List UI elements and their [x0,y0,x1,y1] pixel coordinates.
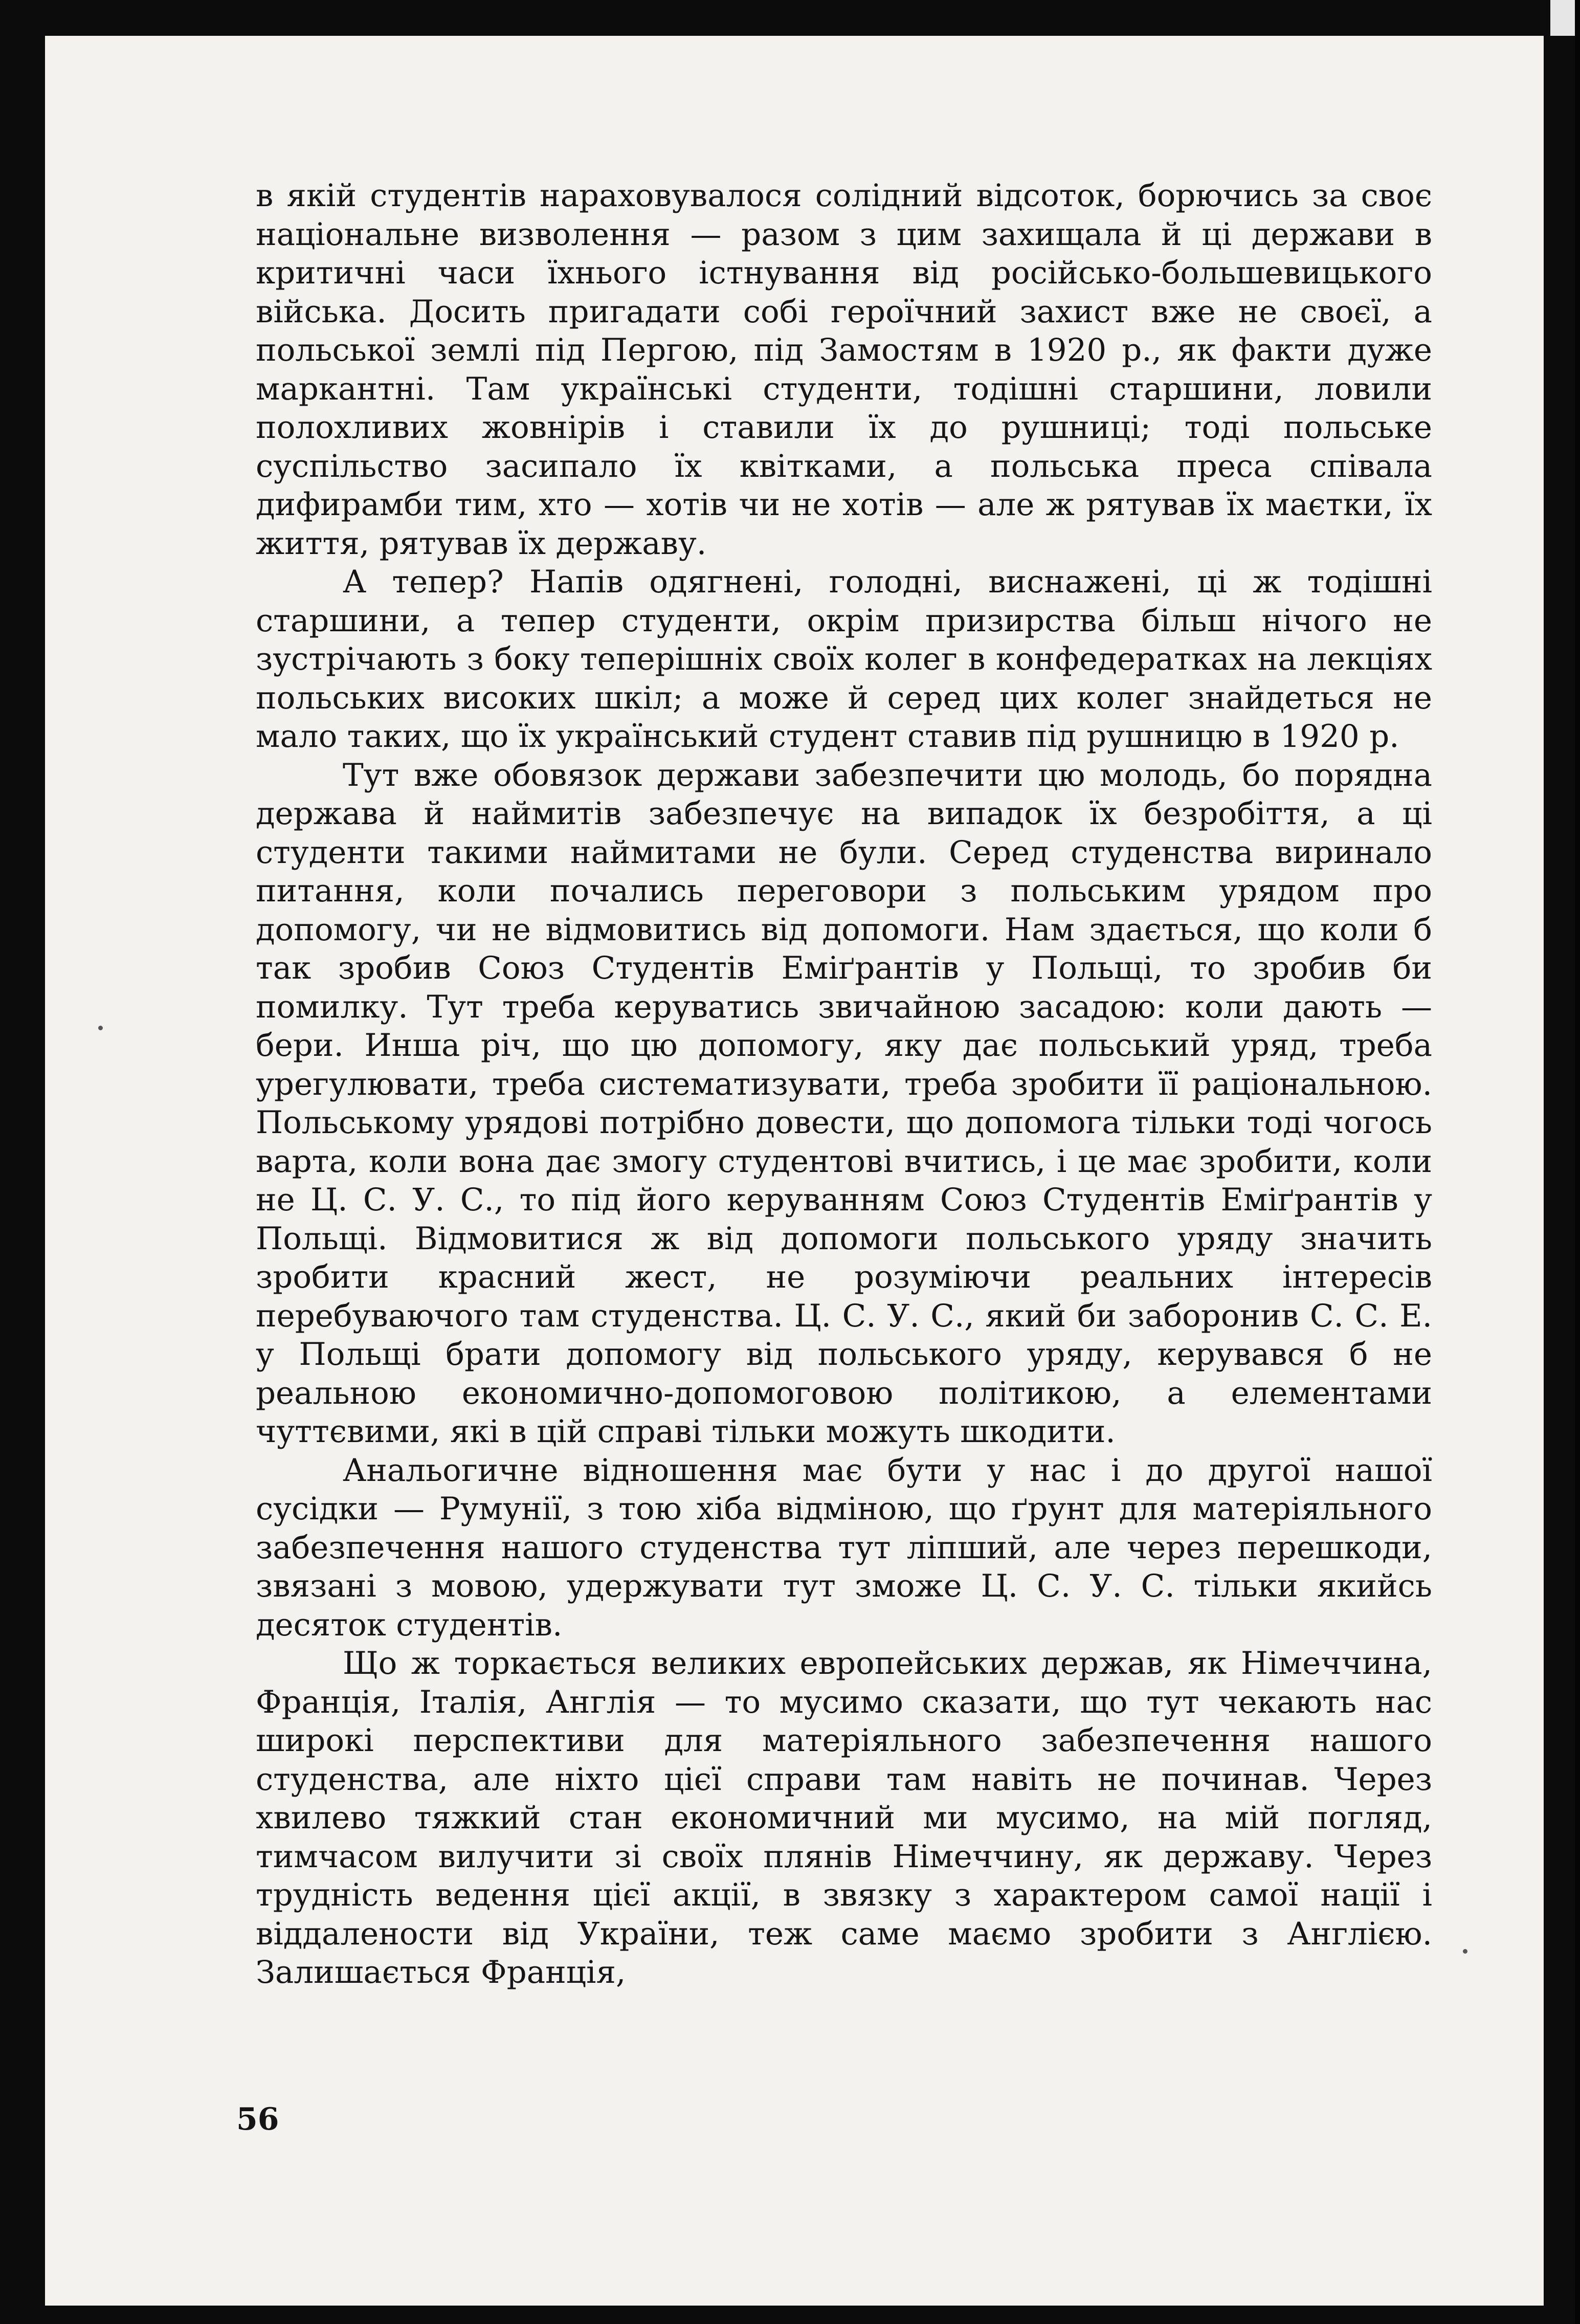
scan-speck [98,1026,103,1030]
body-text [256,176,1432,1992]
paragraph-1: в якій студентів нараховувалося солідний відсоток, борючись за своє національне визволення — разом з цим захищала й ці держави в критичні часи їхнього істнування від російсько-большевицького війська. Досить пригадати собі героїчний захист вже не своєї, а польської землі під Пергою, під Замостям в 1920 р., як факти дуже маркантні. Там українські студенти, тодішні старшини, ловили полохливих жовнірів і ставили їх до рушниці; тоді польське суспільство засипало їх квітками, а польська преса співала дифирамби тим, хто — хотів чи не хотів — але ж рятував їх маєтки, їх життя, рятував їх державу. [256,178,1432,562]
paragraph-4: Анальогичне відношення має бути у нас і до другої нашої сусідки — Румунії, з тою хіба відміною, що ґрунт для матеріяльного забезпечення нашого студенства тут ліпший, але через перешкоди, звязані з мовою, удержувати тут зможе Ц. С. У. С. тільки якийсь десяток студентів. [256,1452,1432,1643]
scan-border [1575,0,1580,2324]
page-corner [1550,0,1575,36]
page-number: 56 [236,2101,279,2137]
paragraph-2: А тепер? Напів одягнені, голодні, виснажені, ці ж тодішні старшини, а тепер студенти, окрім призирства більш нічого не зустрічають з боку теперішніх своїх колег в конфедератках на лекціях польських високих шкіл; а може й серед цих колег знайдеться не мало таких, що їх український студент ставив під рушницю в 1920 р. [256,564,1432,755]
paragraph-3: Тут вже обовязок держави забезпечити цю молодь, бо порядна держава й наймитів забезпечує на випадок їх безробіття, а ці студенти такими наймитами не були. Серед студенства виринало питання, коли почались переговори з польським урядом про допомогу, чи не відмовитись від допомоги. Нам здається, що коли б так зробив Союз Студентів Еміґрантів у Польщі, то зробив би помилку. Тут треба керуватись звичайною засадою: коли дають — бери. Инша річ, що цю допомогу, яку дає польський уряд, треба урегулювати, треба систематизувати, треба зробити її раціональною. Польському урядові потрібно довести, що допомога тільки тоді чогось варта, коли вона дає змогу студентові вчитись, і це має зробити, коли не Ц. С. У. С., то під його керуванням Союз Студентів Еміґрантів у Польщі. Відмовитися ж від допомоги польського уряду значить зробити красний жест, не розуміючи реальних інтересів перебуваючого там студенства. Ц. С. У. С., який би заборонив С. С. Е. у Польщі брати допомогу від польського уряду, керувався б не реальною економично-допомоговою політикою, а елементами чуттєвими, які в цій справі тільки можуть шкодити. [256,757,1432,1450]
scan-speck [1463,1949,1467,1954]
paragraph-5: Що ж торкається великих европейських держав, як Німеччина, Франція, Італія, Англія — то мусимо сказати, що тут чекають нас широкі перспективи для матеріяльного забезпечення нашого студенства, але ніхто цієї справи там навіть не починав. Через хвилево тяжкий стан економичний ми мусимо, на мій погляд, тимчасом вилучити зі своїх плянів Німеччину, як державу. Через трудність ведення цієї акції, в звязку з характером самої нації і віддалености від України, теж саме маємо зробити з Англією. Залишається Франція, [256,1645,1432,1990]
